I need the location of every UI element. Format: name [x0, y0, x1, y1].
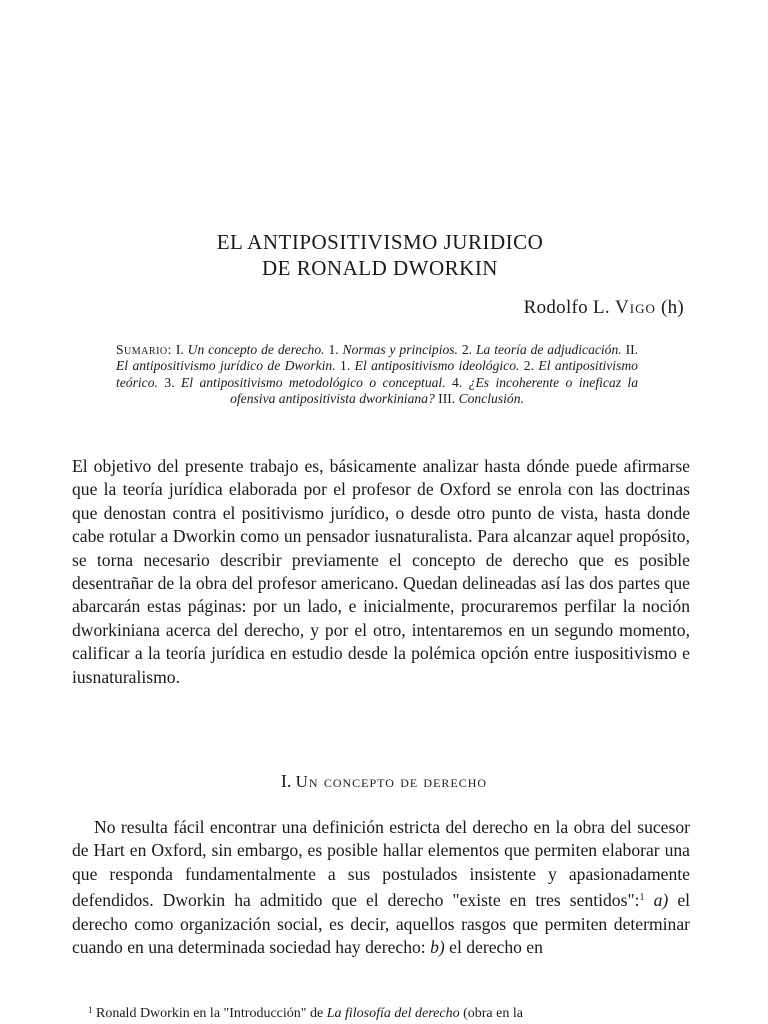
summary-num: 1. — [328, 342, 339, 357]
footnote-text: Ronald Dworkin en la "Introducción" de — [96, 1006, 324, 1021]
author-suffix: (h) — [660, 297, 684, 318]
summary-num: III. — [438, 391, 456, 407]
summary-block — [116, 342, 638, 408]
paragraph-text: el derecho como organización social, es decir, aquellos rasgos que permiten determinar cuando en una determinada sociedad hay derecho: — [72, 890, 691, 958]
summary-num: II. — [625, 342, 639, 357]
footnote-book-title: La filosofía del derecho — [326, 1006, 460, 1021]
article-title-line-2: DE RONALD DWORKIN — [262, 256, 498, 280]
list-marker-a: a) — [653, 890, 669, 911]
section-1-paragraph — [72, 816, 690, 959]
footnote-reference[interactable]: 1 — [639, 892, 645, 904]
summary-subsection-2-2: El antipositivismo teórico. — [116, 358, 638, 390]
summary-num: 2. — [523, 358, 534, 374]
author-name — [524, 297, 684, 319]
footnote-text: (obra en la — [463, 1006, 523, 1021]
summary-num: I. — [175, 342, 184, 357]
summary-num: 3. — [164, 374, 175, 390]
summary-subsection-2-3: El antipositivismo metodológico o conceptual. — [180, 374, 446, 390]
summary-num: 4. — [452, 374, 463, 390]
summary-section-1: Un concepto de derecho. — [187, 342, 325, 357]
summary-num: 2. — [461, 342, 473, 357]
summary-subsection-2-1: El antipositivismo ideológico. — [354, 358, 520, 374]
summary-subsection-2-4: ¿Es incoherente o ineficaz la ofensiva antipositivista dworkiniana? — [230, 374, 638, 407]
footnote-1 — [88, 1001, 692, 1023]
summary-label: Sumario: — [116, 342, 172, 357]
section-title: Un concepto de derecho — [295, 772, 488, 791]
author-surname: Vigo — [615, 297, 656, 318]
summary-section-2: El antipositivismo jurídico de Dworkin. — [116, 358, 336, 374]
paragraph-text: el derecho en — [449, 937, 543, 958]
list-marker-b: b) — [430, 937, 445, 958]
paragraph-text: No resulta fácil encontrar una definición estricta del derecho en la obra del sucesor de Hart en Oxford, sin embargo, es posible hallar elementos que permiten elaborar una que responda fundamentalmente a sus postulados insistente y apasionadamente defendidos. Dworkin ha admitido que el derecho "existe en tres sentidos": — [72, 817, 690, 911]
section-number: I. — [280, 771, 292, 791]
summary-subsection-1-1: Normas y principios. — [342, 342, 458, 357]
summary-num: 1. — [340, 358, 351, 374]
summary-section-3: Conclusión. — [458, 391, 524, 407]
section-heading — [0, 771, 768, 792]
summary-subsection-1-2: La teoría de adjudicación. — [475, 342, 622, 357]
article-title-line-1: EL ANTIPOSITIVISMO JURIDICO — [216, 230, 544, 254]
footnote-number: 1 — [88, 1005, 93, 1015]
author-given-names: Rodolfo L. — [523, 297, 610, 318]
intro-paragraph: El objetivo del presente trabajo es, básicamente analizar hasta dónde puede afirmarse que la teoría jurídica elaborada por el profesor de Oxford se enrola con las doctrinas que denostan contra el positivismo jurídico, o desde otro punto de vista, hasta donde cabe rotular a Dworkin como un pensador iusnaturalista. Para alcanzar aquel propósito, se torna necesario describir previamente el concepto de derecho que es posible desentrañar de la obra del profesor americano. Quedan delineadas así las dos partes que abarcarán estas páginas: por un lado, e inicialmente, procuraremos perfilar la noción dworkiniana acerca del derecho, y por el otro, intentaremos en un segundo momento, calificar a la teoría jurídica en estudio desde la polémica opción entre iuspositivismo e iusnaturalismo. — [72, 456, 690, 687]
